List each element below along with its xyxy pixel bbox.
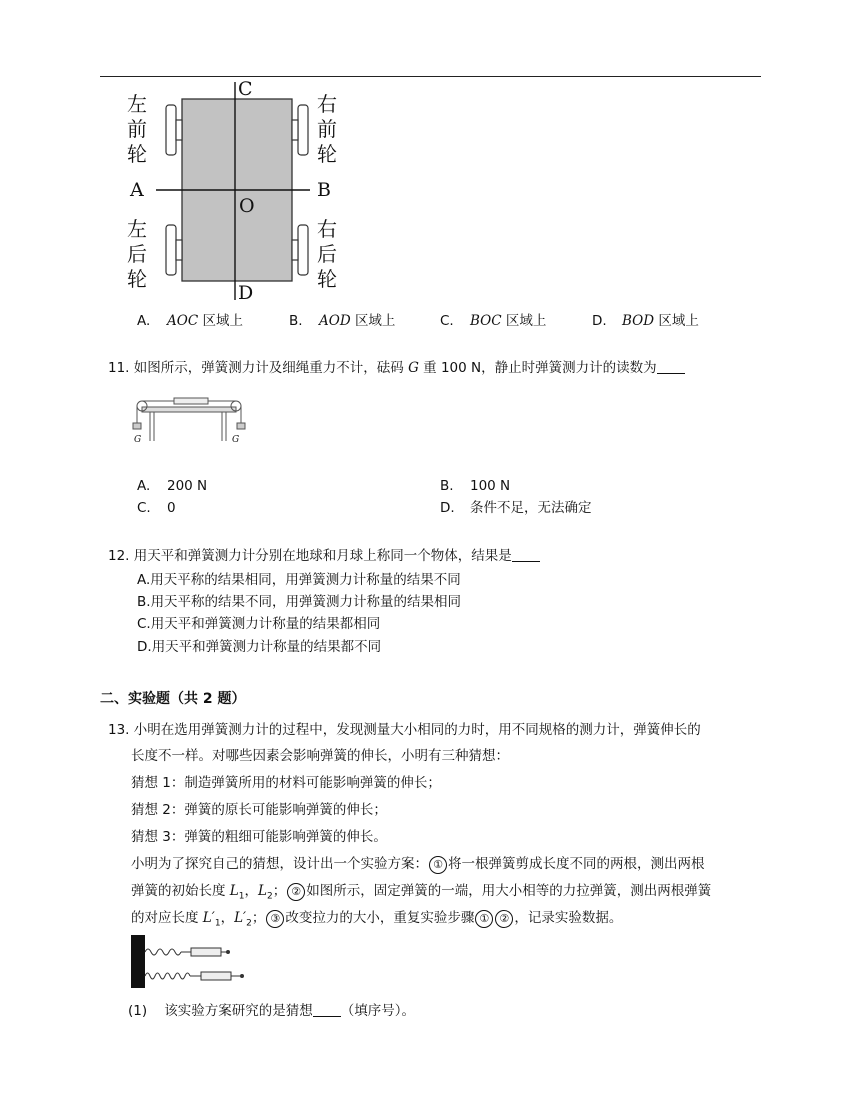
label-b: B [317,179,331,201]
q10-option-a[interactable]: A. AOC 区域上 [137,313,243,329]
label-c: C [238,78,253,100]
fixed-wall [131,935,145,988]
q13-answer-blank[interactable] [313,1002,341,1017]
q13-line-2: 长度不一样。对哪些因素会影响弹簧的伸长，小明有三种猜想： [131,748,509,764]
car-axes-figure [120,78,360,308]
wheel-right-front [298,105,308,155]
wheel-right-rear [298,225,308,275]
q11-option-d[interactable]: D. 条件不足，无法确定 [440,500,592,516]
short-spring [145,949,181,955]
q13-line-1: 13. 小明在选用弹簧测力计的过程中，发现测量大小相同的力时，用不同规格的测力计，弹簧伸长的 [108,722,701,738]
q11-answer-blank[interactable] [657,359,685,374]
force-meter-2 [201,972,231,980]
q11-table-pulley-figure [128,393,248,453]
q12-option-b[interactable]: B.用天平称的结果不同，用弹簧测力计称量的结果相同 [137,594,462,610]
section-title-experiments: 二、实验题（共 2 题） [100,691,246,707]
q12-answer-blank[interactable] [512,547,540,562]
label-right-front: 右 前 轮 [317,92,337,166]
wheel-left-front [166,105,176,155]
label-d: D [238,282,254,304]
q12-option-d[interactable]: D.用天平和弹簧测力计称量的结果都不同 [137,639,382,655]
q13-plan-line-2: 弹簧的初始长度 $L_1$，$L_2$； ② 如图所示，固定弹簧的一端，用大小相等的力拉弹簧，测出两根弹簧 [131,883,712,902]
wheel-left-rear [166,225,176,275]
q11-stem: 11. 如图所示，弹簧测力计及细绳重力不计，砝码 G 重 100 N，静止时弹簧测力计的读数为 [108,357,685,379]
q11-fig-label-g-left: G [134,435,142,445]
axle-left-front [176,120,182,140]
q13-guess-2: 猜想 2：弹簧的原长可能影响弹簧的伸长； [131,802,387,818]
label-left-rear: 左 后 轮 [127,217,147,291]
label-left-front: 左 前 轮 [127,92,147,166]
q11-option-b[interactable]: B. 100 N [440,478,511,494]
q11-option-a[interactable]: A. 200 N [137,478,208,494]
q12-option-a[interactable]: A.用天平称的结果相同，用弹簧测力计称量的结果不同 [137,572,461,588]
label-o: O [239,195,255,217]
q11-fig-label-g-right: G [232,435,240,445]
top-rule [100,76,761,77]
label-right-rear: 右 后 轮 [317,217,337,291]
force-meter-1 [191,948,221,956]
axle-right-rear [292,240,298,260]
q13-spring-figure [131,935,249,990]
q12-stem: 12. 用天平和弹簧测力计分别在地球和月球上称同一个物体，结果是 [108,545,540,567]
label-a: A [130,179,144,201]
long-spring [145,973,190,979]
q10-option-c[interactable]: C. BOC 区域上 [440,313,547,329]
q12-option-c[interactable]: C.用天平和弹簧测力计称量的结果都相同 [137,616,381,632]
q10-option-b[interactable]: B. AOD 区域上 [289,313,396,329]
axle-left-rear [176,240,182,260]
q13-plan-line-1: 小明为了探究自己的猜想，设计出一个实验方案： ① 将一根弹簧剪成长度不同的两根，测出两根 [131,856,705,872]
q13-guess-3: 猜想 3：弹簧的粗细可能影响弹簧的伸长。 [131,829,387,845]
axle-right-front [292,120,298,140]
q13-guess-1: 猜想 1：制造弹簧所用的材料可能影响弹簧的伸长； [131,775,441,791]
q13-sub-question-1: (1) 该实验方案研究的是猜想 （填序号）。 [128,1003,416,1019]
q13-plan-line-3: 的对应长度 $L'_1$，$L'_2$； ③ 改变拉力的大小，重复实验步骤 ① ② ，记录实验数据。 [131,910,623,929]
q11-option-c[interactable]: C. 0 [137,500,176,516]
q10-option-d[interactable]: D. BOD 区域上 [592,313,699,329]
